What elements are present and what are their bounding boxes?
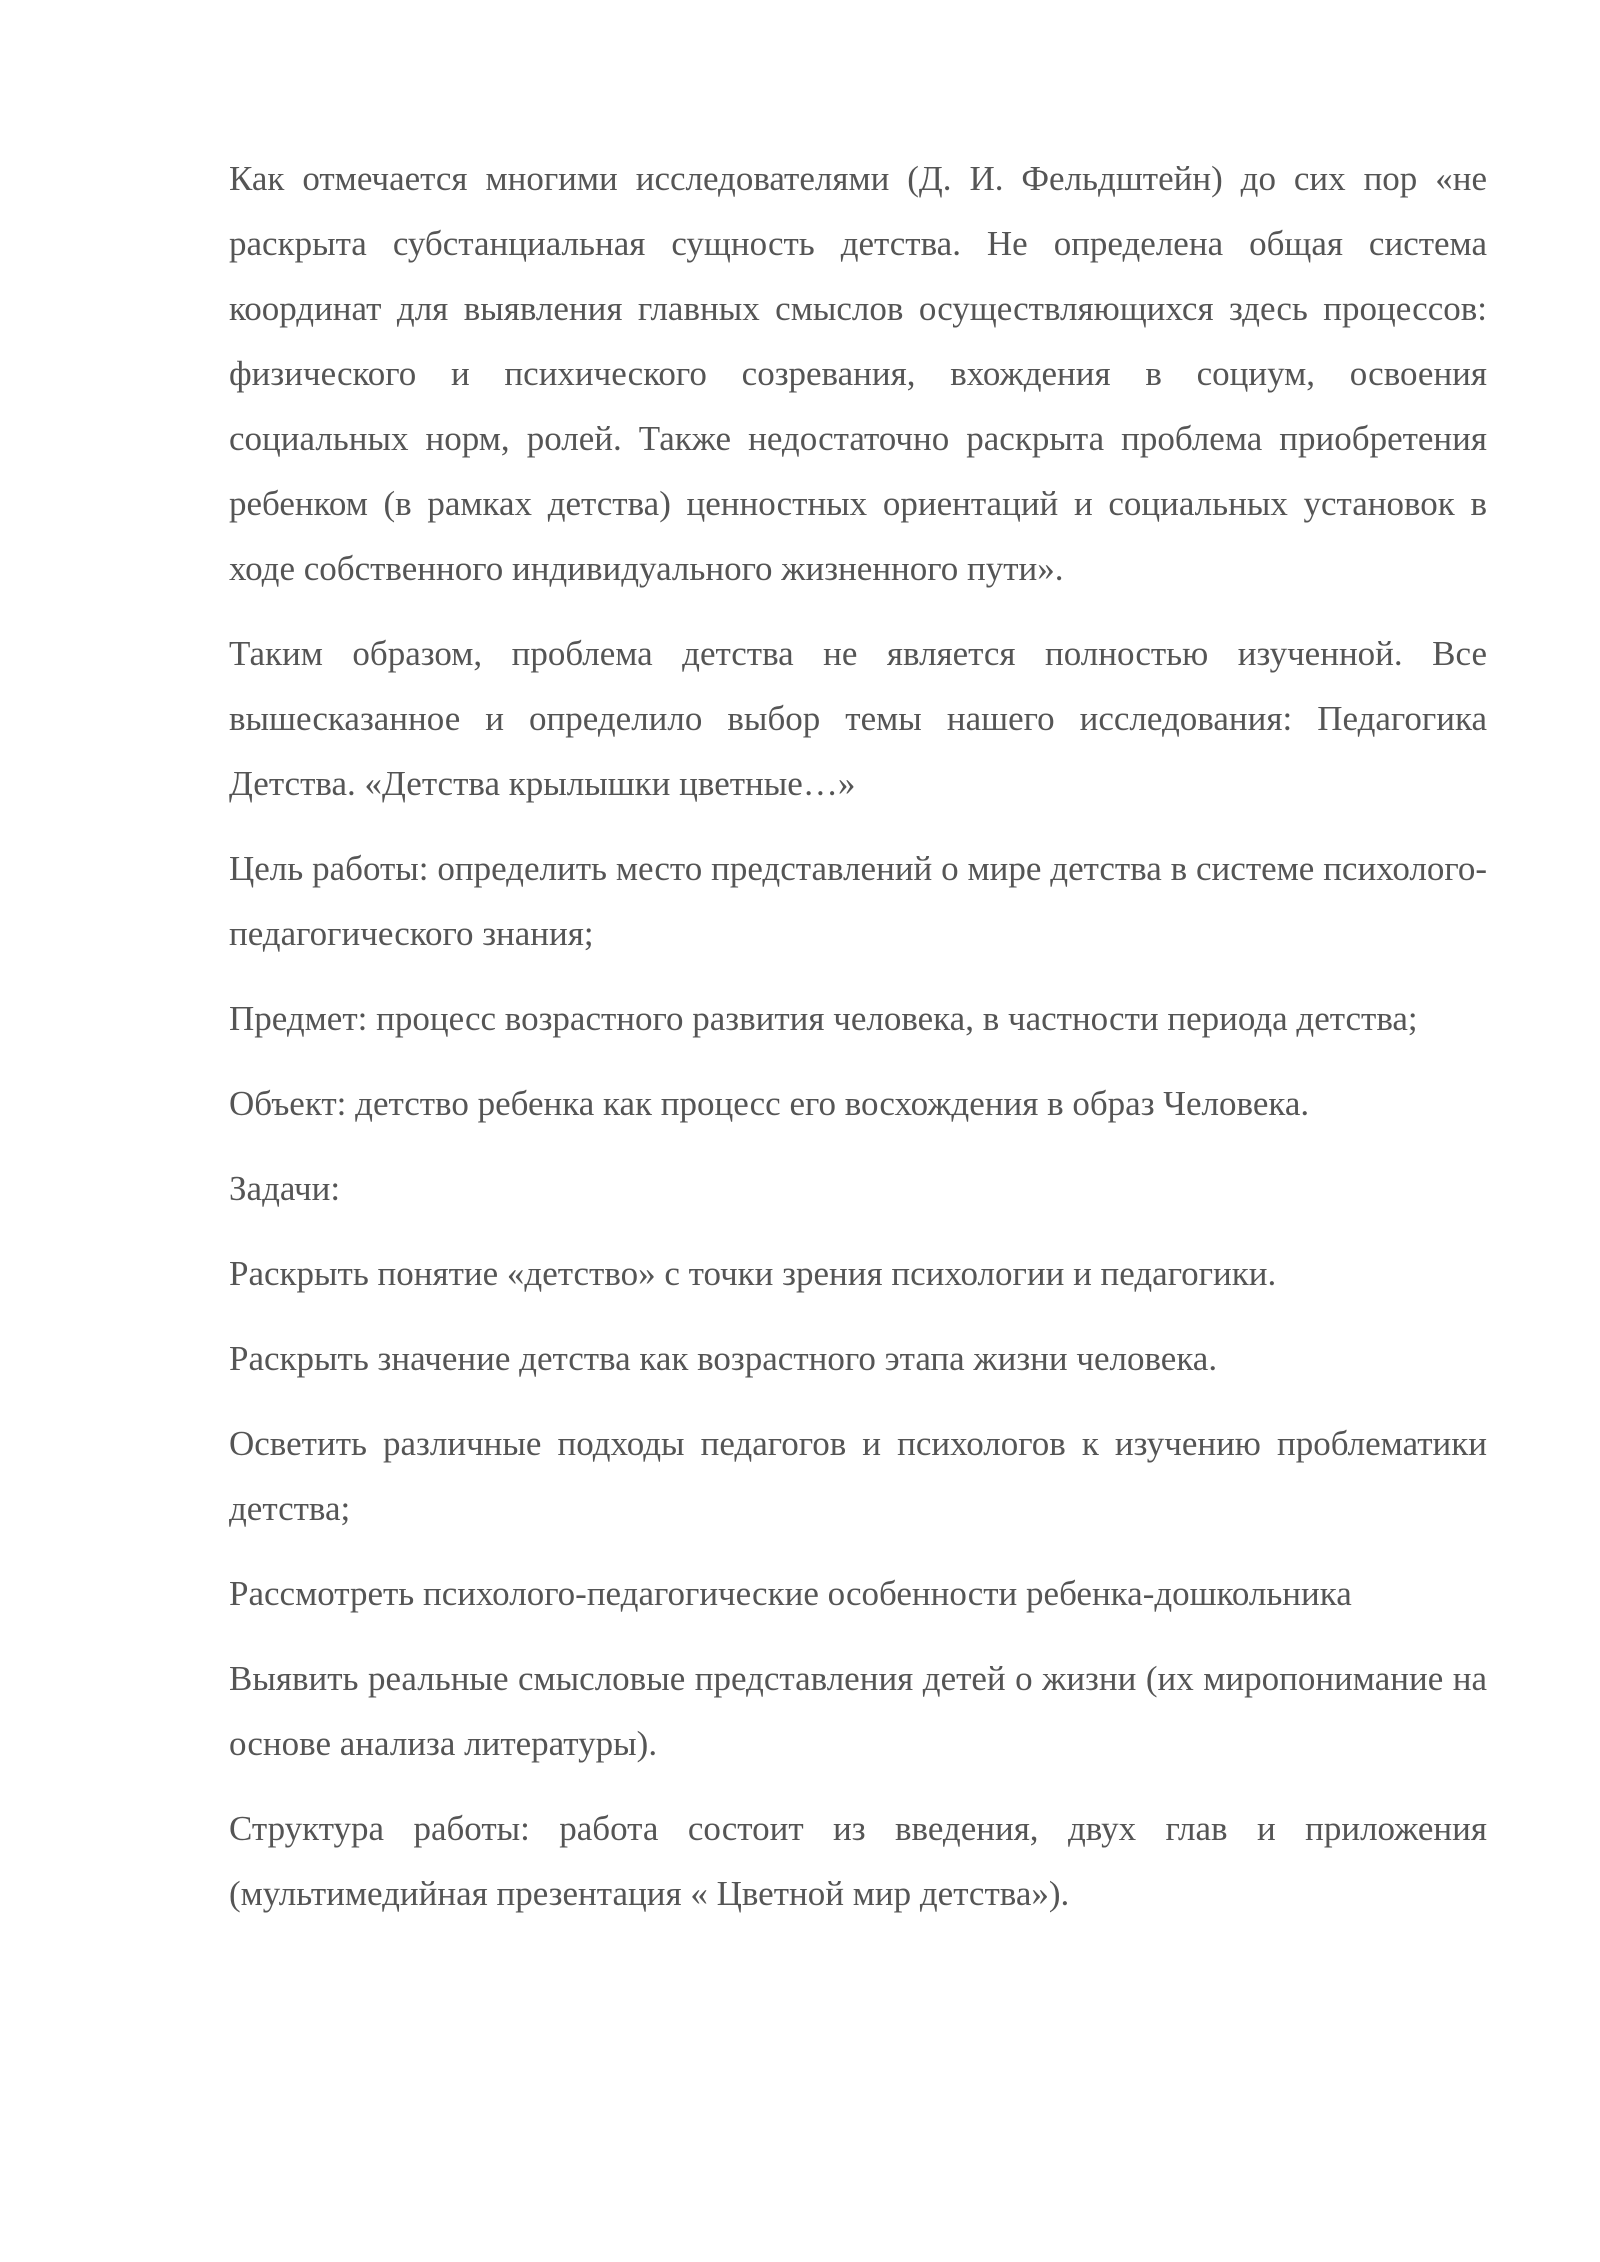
paragraph-goal: Цель работы: определить место представлений о мире детства в системе психолого-педагогического знания; xyxy=(229,849,1487,953)
paragraph-intro-quote: Как отмечается многими исследователями (Д. И. Фельдштейн) до сих пор «не раскрыта субстанциальная сущность детства. Не определена общая система координат для выявления главных смыслов осуществляющихся здесь процессов: физического и психического созревания, вхождения в социум, освоения социальных норм, ролей. Также недостаточно раскрыта проблема приобретения ребенком (в рамках детства) ценностных ориентаций и социальных установок в ходе собственного индивидуального жизненного пути». xyxy=(229,159,1487,588)
paragraph-topic-choice: Таким образом, проблема детства не является полностью изученной. Все вышесказанное и определило выбор темы нашего исследования: Педагогика Детства. «Детства крылышки цветные…» xyxy=(229,634,1487,803)
paragraph-task-2: Раскрыть значение детства как возрастного этапа жизни человека. xyxy=(229,1339,1218,1378)
paragraph-task-4: Рассмотреть психолого-педагогические особенности ребенка-дошкольника xyxy=(229,1574,1352,1613)
paragraph-object: Объект: детство ребенка как процесс его восхождения в образ Человека. xyxy=(229,1084,1310,1123)
paragraph-subject: Предмет: процесс возрастного развития человека, в частности периода детства; xyxy=(229,999,1418,1038)
paragraph-task-5: Выявить реальные смысловые представления детей о жизни (их миропонимание на основе анализа литературы). xyxy=(229,1659,1487,1763)
document-body xyxy=(229,146,1487,1946)
paragraph-task-3: Осветить различные подходы педагогов и психологов к изучению проблематики детства; xyxy=(229,1424,1487,1528)
paragraph-tasks-heading: Задачи: xyxy=(229,1169,341,1208)
paragraph-task-1: Раскрыть понятие «детство» с точки зрения психологии и педагогики. xyxy=(229,1254,1277,1293)
paragraph-structure: Структура работы: работа состоит из введения, двух глав и приложения (мультимедийная презентация « Цветной мир детства»). xyxy=(229,1809,1487,1913)
